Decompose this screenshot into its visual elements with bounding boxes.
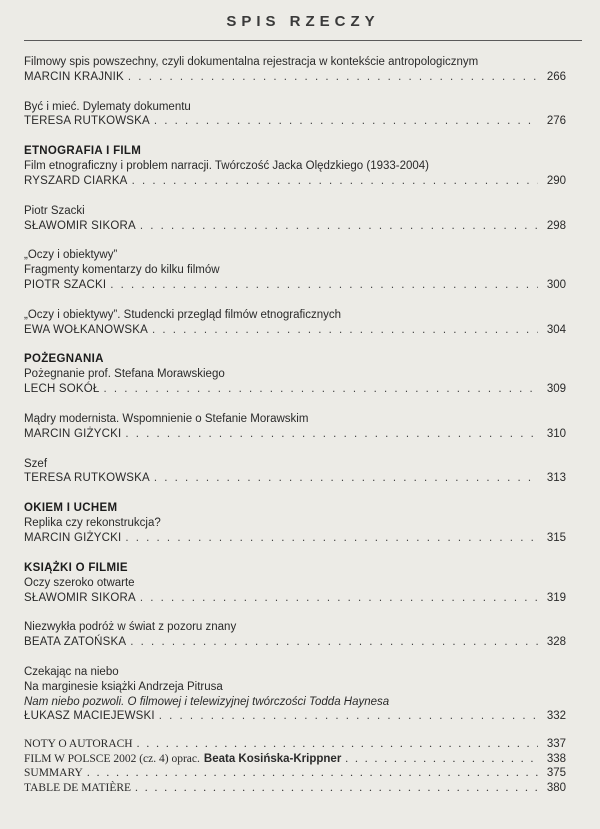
author-row [24, 382, 566, 397]
dot-leader [110, 278, 538, 293]
toc-entry[interactable] [24, 501, 566, 546]
page-number: 300 [546, 278, 566, 291]
section-heading: OKIEM I UCHEM [24, 502, 118, 515]
entry-book-title: Nam niebo pozwoli. O filmowej i telewizyjnej twórczości Todda Haynesa [24, 695, 390, 708]
toc-entry[interactable] [24, 561, 566, 606]
page-number: 309 [546, 383, 566, 396]
page-title: SPIS RZECZY [226, 13, 380, 30]
dot-leader [125, 427, 538, 442]
section-heading: ETNOGRAFIA I FILM [24, 145, 142, 158]
page-number: 266 [546, 70, 566, 83]
dot-leader [137, 737, 538, 752]
dot-leader [135, 781, 538, 796]
author-row [24, 709, 566, 724]
entry-author: MARCIN KRAJNIK [24, 70, 124, 83]
entry-author: MARCIN GIŻYCKI [24, 427, 122, 440]
page-number: 338 [546, 752, 566, 765]
author-row [24, 591, 566, 606]
back-matter-label: NOTY O AUTORACH [24, 738, 133, 750]
page-number: 290 [546, 174, 566, 187]
toc-entry[interactable] [24, 144, 566, 189]
entry-title: Być i mieć. Dylematy dokumentu [24, 100, 191, 113]
back-matter-item[interactable] [24, 737, 566, 752]
dot-leader [128, 70, 538, 85]
author-row [24, 70, 566, 85]
entry-title: Film etnograficzny i problem narracji. Twórczość Jacka Olędzkiego (1933-2004) [24, 160, 430, 173]
author-row [24, 531, 566, 546]
dot-leader [140, 219, 538, 234]
back-matter-label: TABLE DE MATIÈRE [24, 781, 132, 794]
entry-title: Szef [24, 457, 48, 470]
entry-subtitle: Na marginesie książki Andrzeja Pitrusa [24, 680, 223, 693]
toc-entry[interactable] [24, 55, 566, 85]
author-row [24, 278, 566, 293]
back-matter-label: SUMMARY [24, 767, 83, 780]
page-number: 337 [546, 738, 566, 750]
page-number: 298 [546, 219, 566, 232]
dot-leader [104, 382, 539, 397]
entry-title: Pożegnanie prof. Stefana Morawskiego [24, 368, 225, 381]
page-header [24, 0, 582, 41]
page-number: 310 [546, 427, 566, 440]
section-heading: KSIĄŻKI O FILMIE [24, 561, 128, 574]
entry-author: EWA WOŁKANOWSKA [24, 323, 148, 336]
dot-leader [345, 752, 538, 767]
back-matter-item[interactable] [24, 781, 566, 796]
back-matter-item[interactable] [24, 766, 566, 781]
toc-entry[interactable] [24, 412, 566, 442]
page-number: 276 [546, 115, 566, 128]
entry-author: BEATA ZATOŃSKA [24, 636, 127, 649]
entry-author: RYSZARD CIARKA [24, 174, 128, 187]
entry-title: Oczy szeroko otwarte [24, 576, 135, 589]
dot-leader [154, 114, 538, 129]
dot-leader [159, 709, 538, 724]
dot-leader [125, 531, 538, 546]
author-row [24, 635, 566, 650]
entry-title: „Oczy i obiektywy”. Studencki przegląd filmów etnograficznych [24, 308, 342, 321]
page-number: 313 [546, 472, 566, 485]
author-row [24, 471, 566, 486]
back-matter-item[interactable] [24, 752, 566, 767]
entry-title: Niezwykła podróż w świat z pozoru znany [24, 621, 237, 634]
dot-leader [130, 635, 538, 650]
entry-author: TERESA RUTKOWSKA [24, 472, 150, 485]
section-heading: POŻEGNANIA [24, 353, 104, 366]
toc-entry[interactable] [24, 352, 566, 397]
entry-author: SŁAWOMIR SIKORA [24, 591, 136, 604]
page-number: 380 [546, 781, 566, 794]
page-number: 319 [546, 591, 566, 604]
toc-entry[interactable] [24, 620, 566, 650]
author-row [24, 427, 566, 442]
author-row [24, 114, 566, 129]
toc-entry[interactable] [24, 308, 566, 338]
author-row [24, 219, 566, 234]
entry-title: „Oczy i obiektywy” [24, 249, 118, 262]
entry-title: Mądry modernista. Wspomnienie o Stefanie Morawskim [24, 412, 309, 425]
entry-author: PIOTR SZACKI [24, 278, 107, 291]
entry-title: Czekając na niebo [24, 665, 119, 678]
page-number: 375 [546, 767, 566, 780]
entry-author: MARCIN GIŻYCKI [24, 531, 122, 544]
author-row [24, 323, 566, 338]
entry-author: LECH SOKÓŁ [24, 383, 100, 396]
toc-entry[interactable] [24, 457, 566, 487]
author-row [24, 174, 566, 189]
entry-subtitle: Fragmenty komentarzy do kilku filmów [24, 264, 220, 277]
back-matter-label: FILM W POLSCE 2002 (cz. 4) oprac. [24, 752, 200, 765]
toc-entry[interactable] [24, 100, 566, 130]
page-number: 315 [546, 531, 566, 544]
entry-title: Replika czy rekonstrukcja? [24, 517, 161, 530]
toc-entry[interactable] [24, 248, 566, 292]
dot-leader [87, 766, 538, 781]
dot-leader [140, 591, 538, 606]
toc-entry[interactable] [24, 665, 566, 724]
entry-author: SŁAWOMIR SIKORA [24, 219, 136, 232]
entry-title: Piotr Szacki [24, 204, 85, 217]
entry-author: ŁUKASZ MACIEJEWSKI [24, 710, 155, 723]
dot-leader [152, 323, 538, 338]
back-matter-editor: Beata Kosińska-Krippner [203, 752, 342, 765]
table-of-contents [24, 55, 566, 739]
page-number: 332 [546, 710, 566, 723]
dot-leader [154, 471, 538, 486]
page-number: 304 [546, 323, 566, 336]
page-number: 328 [546, 636, 566, 649]
entry-author: TERESA RUTKOWSKA [24, 115, 150, 128]
toc-entry[interactable] [24, 204, 566, 234]
entry-title: Filmowy spis powszechny, czyli dokumentalna rejestracja w kontekście antropologicznym [24, 56, 479, 68]
dot-leader [132, 174, 538, 189]
back-matter [24, 737, 566, 795]
